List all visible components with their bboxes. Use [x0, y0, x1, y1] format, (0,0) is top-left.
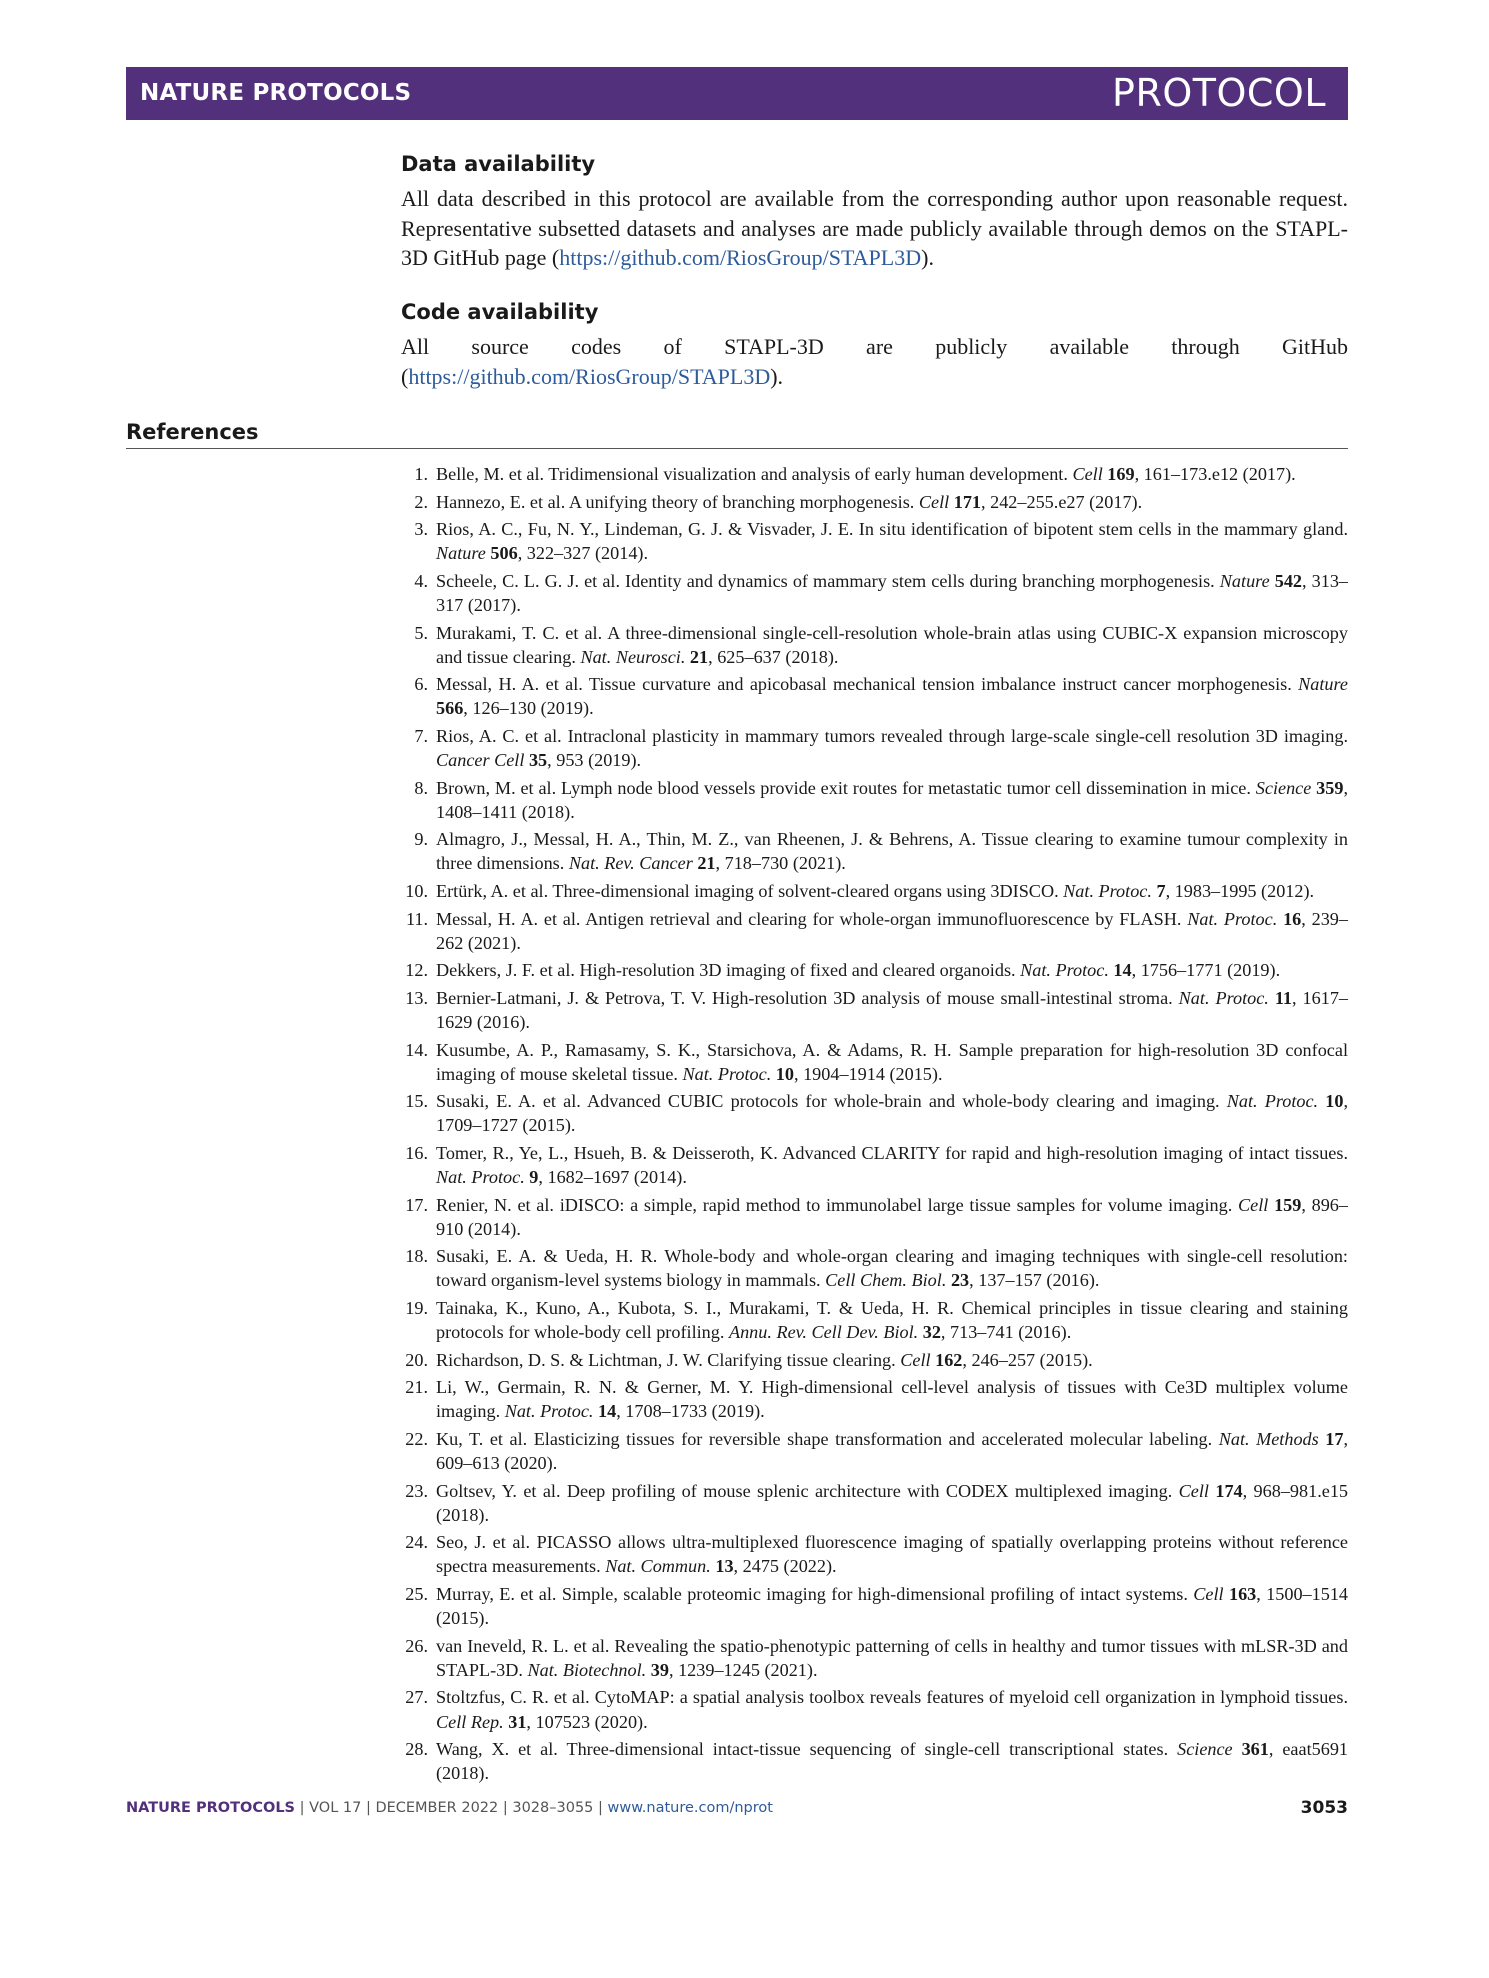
reference-number: 25.: [405, 1584, 428, 1605]
article-type: PROTOCOL: [1112, 71, 1326, 115]
reference-volume: 9: [529, 1167, 539, 1188]
reference-journal: Nat. Protoc.: [1020, 960, 1109, 981]
data-availability-text: All data described in this protocol are available from the corresponding author upon reasonable request. Representative subsetted datasets and analyses are made publicly available through demos on the STAPL-3D GitHub page (https://github.com/RiosGroup/STAPL3D).: [401, 186, 1348, 270]
reference-list: [404, 462, 1348, 1789]
page-number: 3053: [1300, 1798, 1348, 1818]
reference-number: 8.: [414, 777, 428, 798]
reference-text: Kusumbe, A. P., Ramasamy, S. K., Starsichova, A. & Adams, R. H. Sample preparation for high-resolution 3D confocal imaging of mouse skeletal tissue.: [436, 1039, 1348, 1084]
reference-text: Susaki, E. A. et al. Advanced CUBIC protocols for whole-brain and whole-body clearing and imaging.: [436, 1091, 1227, 1112]
github-link[interactable]: https://github.com/RiosGroup/STAPL3D: [559, 245, 922, 270]
reference-details: , 1500–1514 (2015).: [436, 1584, 1349, 1629]
reference-journal: Cell: [900, 1349, 931, 1370]
reference-volume: 542: [1274, 570, 1303, 591]
reference-details: , 1408–1411 (2018).: [436, 777, 1348, 822]
reference-text: Renier, N. et al. iDISCO: a simple, rapid method to immunolabel large tissue samples for volume imaging.: [436, 1194, 1239, 1215]
code-availability-heading: Code availability: [401, 300, 599, 324]
reference-volume: 31: [508, 1711, 527, 1732]
reference-volume: 21: [697, 853, 716, 874]
reference-details: , 137–157 (2016).: [969, 1270, 1100, 1291]
reference-text: Ku, T. et al. Elasticizing tissues for reversible shape transformation and accelerated molecular labeling.: [436, 1428, 1219, 1449]
reference-item: [404, 986, 1348, 1034]
reference-details: , 1756–1771 (2019).: [1131, 960, 1281, 981]
reference-details: , 625–637 (2018).: [708, 646, 839, 667]
reference-item: [404, 1582, 1348, 1630]
reference-journal: Cell: [1072, 464, 1103, 484]
reference-number: 6.: [414, 674, 428, 695]
reference-number: 17.: [405, 1194, 428, 1215]
reference-text: Scheele, C. L. G. J. et al. Identity and dynamics of mammary stem cells during branching morphogenesis.: [436, 570, 1220, 591]
reference-item: [404, 517, 1348, 565]
github-link[interactable]: https://github.com/RiosGroup/STAPL3D: [408, 363, 771, 389]
reference-text: Tomer, R., Ye, L., Hsueh, B. & Deisseroth, K. Advanced CLARITY for rapid and high-resolution imaging of intact tissues.: [436, 1142, 1348, 1163]
reference-details: , 2475 (2022).: [733, 1556, 837, 1577]
reference-number: 18.: [405, 1246, 428, 1267]
reference-volume: 359: [1316, 777, 1344, 798]
reference-details: , 1617–1629 (2016).: [436, 987, 1349, 1032]
reference-text: Stoltzfus, C. R. et al. CytoMAP: a spatial analysis toolbox reveals features of myeloid cell organization in lymphoid tissues.: [436, 1687, 1348, 1708]
reference-item: [404, 1634, 1348, 1682]
reference-text: Ertürk, A. et al. Three-dimensional imaging of solvent-cleared organs using 3DISCO.: [436, 881, 1064, 901]
references-heading: References: [126, 420, 1348, 449]
reference-details: , 161–173.e12 (2017).: [1134, 464, 1296, 484]
reference-volume: 506: [490, 543, 518, 564]
reference-journal: Cell: [1178, 1480, 1209, 1501]
reference-details: , 1904–1914 (2015).: [793, 1063, 943, 1084]
reference-number: 2.: [414, 491, 428, 512]
reference-item: [404, 1141, 1348, 1189]
reference-journal: Nat. Commun.: [605, 1556, 711, 1577]
reference-item: [404, 1348, 1348, 1372]
reference-details: , 1239–1245 (2021).: [668, 1659, 818, 1680]
reference-number: 20.: [405, 1349, 428, 1370]
reference-item: [404, 1530, 1348, 1578]
reference-volume: 35: [528, 750, 548, 771]
reference-number: 13.: [405, 987, 428, 1008]
reference-details: , 239–262 (2021).: [436, 908, 1348, 953]
reference-journal: Nat. Protoc.: [1178, 987, 1269, 1008]
reference-details: , 322–327 (2014).: [517, 543, 649, 564]
reference-text: Bernier-Latmani, J. & Petrova, T. V. High-resolution 3D analysis of mouse small-intestinal stroma.: [436, 987, 1179, 1008]
reference-number: 1.: [414, 464, 428, 484]
reference-details: , 713–741 (2016).: [940, 1322, 1072, 1343]
reference-journal: Cell Rep.: [436, 1711, 504, 1732]
reference-details: , 126–130 (2019).: [463, 698, 594, 719]
reference-volume: 10: [775, 1063, 794, 1084]
reference-text: Hannezo, E. et al. A unifying theory of branching morphogenesis.: [436, 491, 919, 512]
reference-volume: 14: [1113, 960, 1132, 981]
reference-volume: 14: [598, 1401, 617, 1422]
reference-volume: 13: [715, 1556, 734, 1577]
reference-details: , 242–255.e27 (2017).: [981, 491, 1143, 512]
reference-text: Belle, M. et al. Tridimensional visualization and analysis of early human development.: [436, 464, 1073, 484]
reference-item: [404, 907, 1348, 955]
reference-number: 5.: [414, 622, 428, 643]
code-availability-text: All source codes of STAPL-3D are publicly available through GitHub (https://github.com/RiosGroup/STAPL3D).: [401, 334, 1348, 389]
reference-number: 16.: [405, 1142, 428, 1163]
reference-details: , 968–981.e15 (2018).: [436, 1480, 1349, 1525]
reference-volume: 32: [922, 1322, 941, 1343]
reference-text: Murray, E. et al. Simple, scalable proteomic imaging for high-dimensional profiling of intact systems.: [436, 1584, 1194, 1605]
reference-number: 27.: [405, 1687, 428, 1708]
reference-journal: Cell: [1193, 1584, 1224, 1605]
reference-number: 11.: [405, 908, 428, 929]
data-availability-heading: Data availability: [401, 152, 596, 176]
reference-item: [404, 1427, 1348, 1475]
data-availability-section: [401, 152, 1348, 273]
reference-number: 28.: [405, 1739, 428, 1760]
reference-details: , 1983–1995 (2012).: [1165, 881, 1315, 901]
reference-journal: Nat. Rev. Cancer: [568, 853, 693, 874]
reference-text: van Ineveld, R. L. et al. Revealing the spatio-phenotypic patterning of cells in healthy and tumor tissues with mLSR-3D and STAPL-3D.: [436, 1635, 1348, 1680]
reference-number: 24.: [405, 1532, 428, 1553]
reference-journal: Cancer Cell: [436, 750, 525, 771]
reference-number: 10.: [405, 881, 428, 901]
reference-number: 7.: [414, 725, 428, 746]
reference-journal: Nat. Protoc.: [1063, 881, 1152, 901]
reference-volume: 16: [1283, 908, 1302, 929]
reference-journal: Nat. Protoc.: [682, 1063, 772, 1084]
reference-text: Dekkers, J. F. et al. High-resolution 3D imaging of fixed and cleared organoids.: [436, 960, 1021, 981]
reference-text: Susaki, E. A. & Ueda, H. R. Whole-body and whole-organ clearing and imaging techniques with single-cell resolution: toward organism-level systems biology in mammals.: [436, 1246, 1348, 1291]
reference-number: 3.: [414, 519, 428, 540]
reference-item: [404, 1193, 1348, 1241]
reference-item: [404, 776, 1348, 824]
reference-text: Rios, A. C., Fu, N. Y., Lindeman, G. J. & Visvader, J. E. In situ identification of bipotent stem cells in the mammary gland.: [436, 519, 1348, 540]
reference-text: Seo, J. et al. PICASSO allows ultra-multiplexed fluorescence imaging of spatially overlapping proteins without reference spectra measurements.: [436, 1532, 1348, 1577]
reference-journal: Cell: [918, 491, 950, 512]
reference-number: 19.: [405, 1298, 428, 1318]
reference-volume: 39: [650, 1659, 669, 1680]
reference-text: Messal, H. A. et al. Antigen retrieval and clearing for whole-organ immunofluorescence by FLASH.: [436, 908, 1188, 929]
reference-text: Brown, M. et al. Lymph node blood vessels provide exit routes for metastatic tumor cell dissemination in mice.: [436, 777, 1256, 798]
reference-details: , 313–317 (2017).: [436, 570, 1349, 615]
reference-volume: 17: [1325, 1428, 1344, 1449]
reference-item: [404, 1089, 1348, 1137]
reference-details: , 953 (2019).: [547, 750, 642, 771]
reference-journal: Nat. Protoc.: [1226, 1091, 1319, 1112]
reference-journal: Cell: [1238, 1194, 1269, 1215]
reference-volume: 361: [1241, 1739, 1269, 1760]
reference-details: , 718–730 (2021).: [715, 853, 846, 874]
reference-number: 12.: [405, 960, 428, 981]
reference-text: Wang, X. et al. Three-dimensional intact-tissue sequencing of single-cell transcriptional states.: [436, 1739, 1178, 1760]
reference-number: 26.: [405, 1635, 428, 1656]
reference-text: Murakami, T. C. et al. A three-dimensional single-cell-resolution whole-brain atlas using CUBIC-X expansion microscopy and tissue clearing.: [436, 622, 1348, 667]
reference-item: [404, 569, 1348, 617]
reference-journal: Nat. Methods: [1218, 1428, 1319, 1449]
footer-journal: NATURE PROTOCOLS: [126, 1800, 296, 1816]
reference-text: Goltsev, Y. et al. Deep profiling of mouse splenic architecture with CODEX multiplexed imaging.: [436, 1480, 1179, 1501]
reference-item: [404, 462, 1348, 486]
reference-text: Li, W., Germain, R. N. & Gerner, M. Y. High-dimensional cell-level analysis of tissues with Ce3D multiplex volume imaging.: [436, 1377, 1348, 1422]
reference-volume: 163: [1228, 1584, 1257, 1605]
reference-number: 22.: [405, 1428, 428, 1449]
reference-volume: 23: [950, 1270, 970, 1291]
page-footer: [126, 1800, 773, 1816]
reference-volume: 10: [1325, 1091, 1344, 1112]
reference-volume: 171: [953, 491, 982, 512]
reference-item: [404, 1038, 1348, 1086]
reference-text: Richardson, D. S. & Lichtman, J. W. Clarifying tissue clearing.: [436, 1349, 901, 1370]
reference-details: , eaat5691 (2018).: [436, 1739, 1349, 1784]
reference-item: [404, 724, 1348, 772]
reference-volume: 174: [1215, 1480, 1243, 1501]
reference-item: [404, 827, 1348, 875]
reference-text: Messal, H. A. et al. Tissue curvature and apicobasal mechanical tension imbalance instruct cancer morphogenesis.: [436, 674, 1299, 695]
reference-journal: Annu. Rev. Cell Dev. Biol.: [728, 1322, 919, 1343]
reference-item: [404, 1375, 1348, 1423]
reference-details: , 1682–1697 (2014).: [538, 1167, 687, 1188]
footer-details: | VOL 17 | DECEMBER 2022 | 3028–3055 |: [295, 1800, 608, 1816]
reference-journal: Science: [1255, 777, 1312, 798]
reference-journal: Science: [1177, 1739, 1233, 1760]
reference-volume: 566: [436, 698, 464, 719]
reference-details: , 246–257 (2015).: [962, 1349, 1093, 1370]
reference-journal: Nat. Protoc.: [1187, 908, 1278, 929]
reference-item: [404, 1737, 1348, 1785]
reference-volume: 159: [1274, 1194, 1302, 1215]
reference-volume: 169: [1107, 464, 1135, 484]
reference-details: , 896–910 (2014).: [436, 1194, 1348, 1239]
reference-number: 4.: [414, 570, 428, 591]
reference-text: Tainaka, K., Kuno, A., Kubota, S. I., Murakami, T. & Ueda, H. R. Chemical principles in tissue clearing and staining protocols for whole-body cell profiling.: [436, 1298, 1348, 1343]
reference-details: , 609–613 (2020).: [436, 1428, 1348, 1474]
reference-volume: 162: [935, 1349, 963, 1370]
reference-number: 23.: [405, 1480, 428, 1501]
reference-volume: 7: [1156, 881, 1166, 901]
reference-item: [404, 879, 1348, 903]
reference-journal: Nat. Neurosci.: [580, 646, 686, 667]
reference-item: [404, 1685, 1348, 1733]
reference-journal: Nat. Biotechnol.: [527, 1659, 647, 1680]
reference-number: 14.: [405, 1039, 428, 1060]
reference-number: 21.: [405, 1377, 428, 1398]
reference-number: 15.: [405, 1091, 428, 1112]
reference-journal: Nature: [1219, 570, 1270, 591]
reference-details: , 1708–1733 (2019).: [616, 1401, 765, 1422]
reference-item: [404, 1296, 1348, 1344]
reference-journal: Nat. Protoc.: [504, 1401, 594, 1422]
reference-journal: Cell Chem. Biol.: [825, 1270, 947, 1291]
reference-item: [404, 1244, 1348, 1292]
reference-journal: Nature: [436, 543, 486, 564]
journal-name: NATURE PROTOCOLS: [140, 80, 412, 106]
reference-text: Almagro, J., Messal, H. A., Thin, M. Z., van Rheenen, J. & Behrens, A. Tissue clearing to examine tumour complexity in three dimensions.: [436, 829, 1348, 874]
code-availability-section: [401, 300, 1348, 391]
reference-volume: 21: [689, 646, 709, 667]
reference-number: 9.: [414, 829, 428, 850]
reference-volume: 11: [1274, 987, 1293, 1008]
reference-item: [404, 958, 1348, 982]
reference-text: Rios, A. C. et al. Intraclonal plasticity in mammary tumors revealed through large-scale single-cell resolution 3D imaging.: [436, 725, 1348, 746]
reference-item: [404, 621, 1348, 669]
reference-journal: Nature: [1298, 674, 1348, 695]
footer-url[interactable]: www.nature.com/nprot: [607, 1800, 773, 1816]
journal-header-bar: [126, 67, 1348, 120]
reference-journal: Nat. Protoc.: [436, 1167, 525, 1188]
reference-details: , 1709–1727 (2015).: [436, 1091, 1349, 1136]
reference-item: [404, 672, 1348, 720]
reference-item: [404, 490, 1348, 514]
reference-item: [404, 1479, 1348, 1527]
reference-details: , 107523 (2020).: [526, 1711, 648, 1732]
